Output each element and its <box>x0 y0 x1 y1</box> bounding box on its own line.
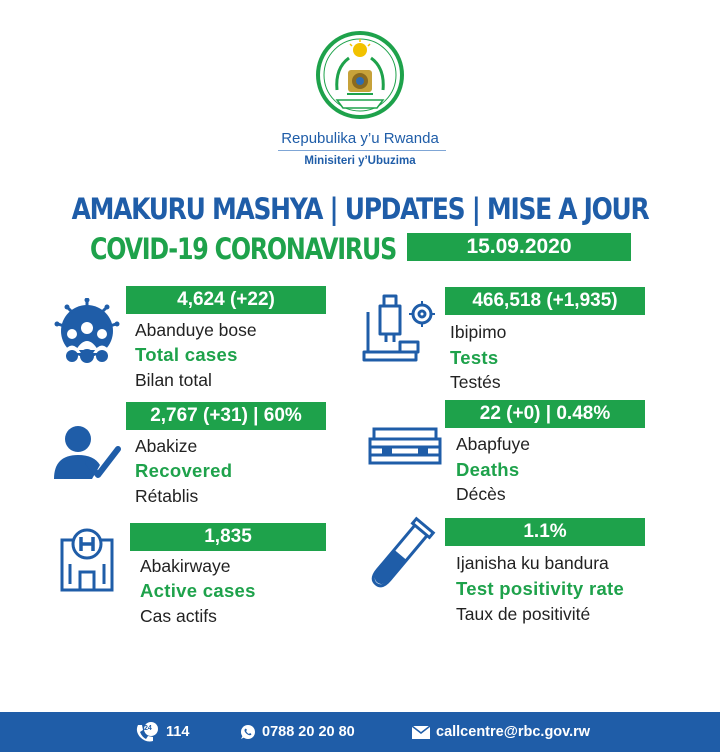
deaths-value: 22 (+0) | 0.48% <box>445 400 645 428</box>
recovered-fr: Rétablis <box>135 486 199 506</box>
active-cases-rw: Abakirwaye <box>140 556 231 576</box>
positivity-en: Test positivity rate <box>456 578 625 599</box>
user-check-icon <box>52 425 122 480</box>
deaths-fr: Décès <box>456 484 506 504</box>
deaths-en: Deaths <box>456 459 520 480</box>
subheadline: COVID-19 CORONAVIRUS <box>90 232 396 266</box>
microscope-icon <box>360 292 438 364</box>
coffin-icon <box>368 425 442 467</box>
whatsapp-icon <box>240 724 256 740</box>
recovered-value: 2,767 (+31) | 60% <box>126 402 326 430</box>
active-cases-value: 1,835 <box>130 523 326 551</box>
email-icon <box>412 726 430 739</box>
hotline-number[interactable]: 114 <box>166 724 190 740</box>
tests-en: Tests <box>450 347 499 368</box>
ministry-name: Minisiteri y’Ubuzima <box>304 155 416 167</box>
date-badge: 15.09.2020 <box>407 233 631 261</box>
test-tube-icon <box>362 514 436 596</box>
republic-name: Repubulika y’u Rwanda <box>281 130 439 147</box>
recovered-en: Recovered <box>135 460 233 481</box>
positivity-value: 1.1% <box>445 518 645 546</box>
total-cases-fr: Bilan total <box>135 370 212 390</box>
hospital-icon <box>54 520 120 592</box>
group-virus-icon <box>54 298 120 368</box>
tests-rw: Ibipimo <box>450 322 507 342</box>
total-cases-rw: Abanduye bose <box>135 320 257 340</box>
active-cases-fr: Cas actifs <box>140 606 217 626</box>
header-divider <box>278 150 446 151</box>
tests-value: 466,518 (+1,935) <box>445 287 645 315</box>
email-link[interactable]: callcentre@rbc.gov.rw <box>436 724 591 740</box>
rwanda-emblem-icon <box>315 30 405 120</box>
active-cases-en: Active cases <box>140 580 256 601</box>
footer-bar <box>0 712 720 752</box>
recovered-rw: Abakize <box>135 436 198 456</box>
total-cases-en: Total cases <box>135 344 238 365</box>
tests-fr: Testés <box>450 372 501 392</box>
positivity-rw: Ijanisha ku bandura <box>456 553 609 573</box>
headline: AMAKURU MASHYA | UPDATES | MISE A JOUR <box>71 192 649 226</box>
deaths-rw: Abapfuye <box>456 434 530 454</box>
total-cases-value: 4,624 (+22) <box>126 286 326 314</box>
hotline-badge: 24 <box>144 725 152 732</box>
whatsapp-number[interactable]: 0788 20 20 80 <box>262 724 355 740</box>
positivity-fr: Taux de positivité <box>456 604 591 624</box>
